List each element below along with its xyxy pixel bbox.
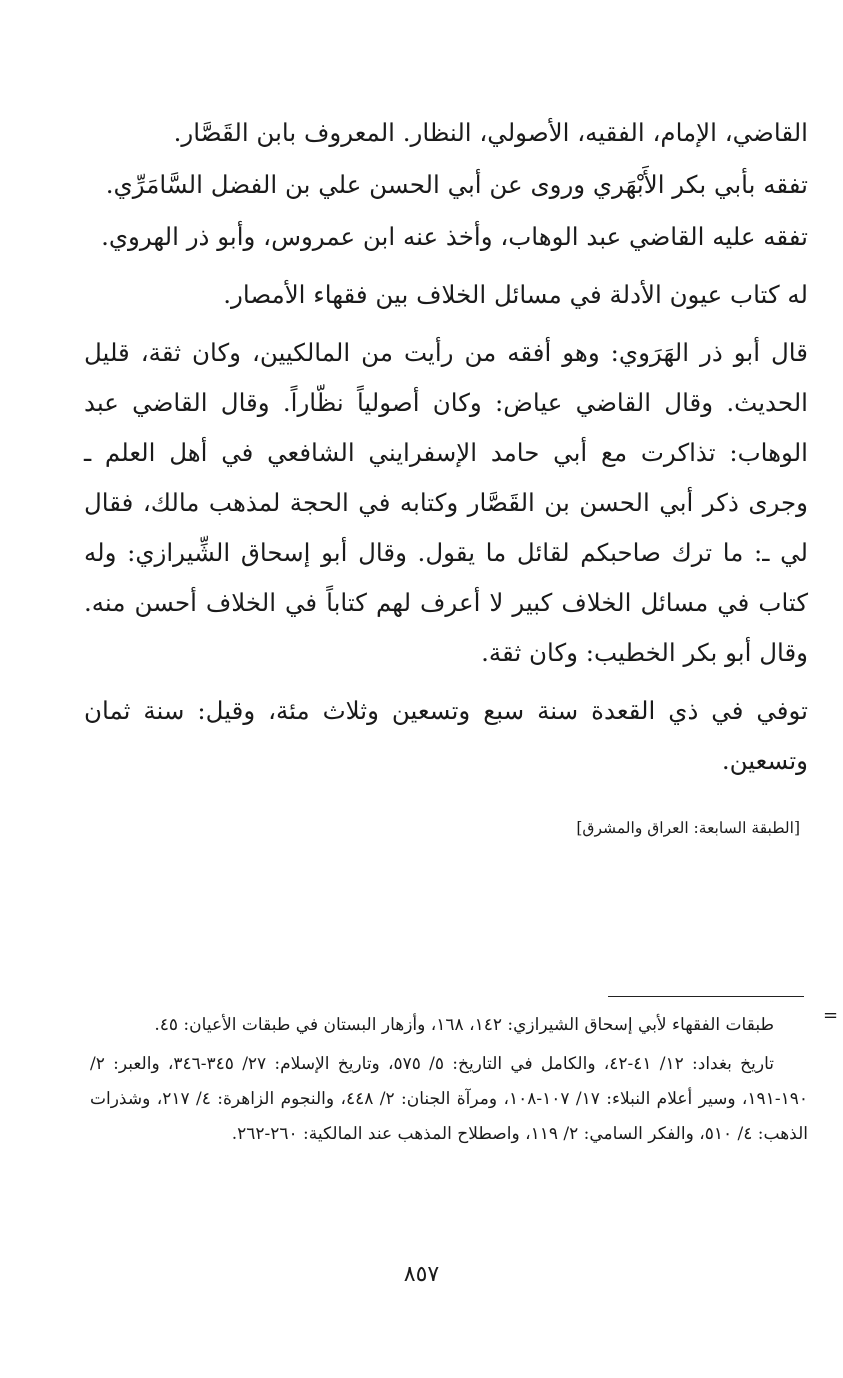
footnote-line: طبقات الفقهاء لأبي إسحاق الشيرازي: ١٤٢، ١٦٨، وأزهار البستان في طبقات الأعيان: ٤٥. [154, 1015, 774, 1035]
paragraph-praise: قال أبو ذر الهَرَوي: وهو أفقه من رأيت من المالكيين، وكان ثقة، قليل الحديث. وقال القاضي عياض: وكان أصولياً نظّاراً. وقال القاضي عبد الوهاب: تذاكرت مع أبي حامد الإسفرايني الشافعي في أهل العلم ـ وجرى ذكر أبي الحسن بن القَصَّار وكتابه في الحجة لمذهب مالك، فقال لي ـ: ما ترك صاحبكم لقائل ما يقول. وقال أبو إسحاق الشِّيرازي: وله كتاب في مسائل الخلاف كبير لا أعرف لهم كتاباً في الخلاف أحسن منه. وقال أبو بكر الخطيب: وكان ثقة. [84, 338, 808, 667]
page-number: ٨٥٧ [403, 1262, 440, 1287]
footnote-separator [608, 996, 804, 997]
footnote-line: تاريخ بغداد: ١٢/ ٤١-٤٢، والكامل في التاريخ: ٥/ ٥٧٥، وتاريخ الإسلام: ٢٧/ ٣٤٥-٣٤٦، والعبر: ٢/ ١٩٠-١٩١، وسير أعلام النبلاء: ١٧/ ١٠٧-١٠٨، ومرآة الجنان: ٢/ ٤٤٨، والنجوم الزاهرة: ٤/ ٢١٧، وشذرات الذهب: ٤/ ٥١٠، والفكر السامي: ٢/ ١١٩، واصطلاح المذهب عند المالكية: ٢٦٠-٢٦٢. [90, 1054, 808, 1144]
paragraph-students: تفقه عليه القاضي عبد الوهاب، وأخذ عنه ابن عمروس، وأبو ذر الهروي. [101, 222, 808, 251]
footnote-continuation-mark: = [823, 1005, 839, 1026]
page-body [84, 108, 808, 840]
paragraph-teachers: تفقه بأبي بكر الأَبْهَري وروى عن أبي الحسن علي بن الفضل السَّامَرِّي. [105, 170, 808, 199]
biography-text [84, 108, 808, 786]
footnotes [90, 1008, 808, 1152]
paragraph-death: توفي في ذي القعدة سنة سبع وتسعين وثلاث مئة، وقيل: سنة ثمان وتسعين. [84, 696, 808, 775]
section-label: [الطبقة السابعة: العراق والمشرق] [576, 819, 800, 837]
paragraph-titles: القاضي، الإمام، الفقيه، الأصولي، النظار. المعروف بابن القَصَّار. [173, 118, 808, 147]
paragraph-books: له كتاب عيون الأدلة في مسائل الخلاف بين فقهاء الأمصار. [223, 280, 808, 309]
